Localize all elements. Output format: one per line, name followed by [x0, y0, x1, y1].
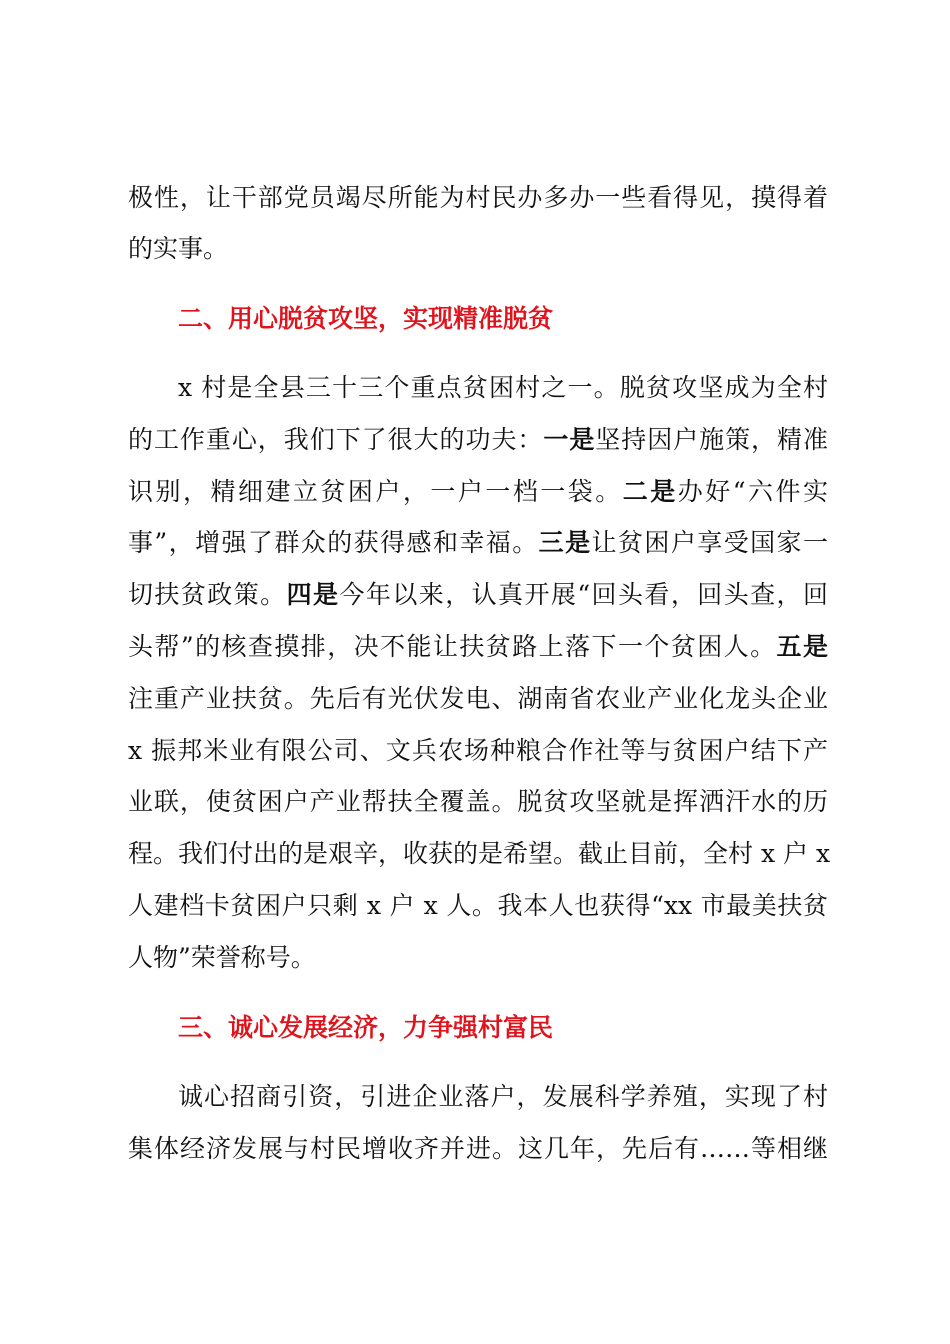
section-heading-3: 三、诚心发展经济，力争强村富民	[178, 1013, 554, 1042]
emphasis-text: 二是	[622, 477, 678, 506]
text-run: 头帮”的核查摸排，决不能让扶贫路上落下一个贫困人。	[128, 632, 777, 661]
paragraph-line	[128, 527, 828, 559]
paragraph-line: 极性，让干部党员竭尽所能为村民办多办一些看得见，摸得着	[128, 183, 828, 212]
paragraph-line: 程。我们付出的是艰辛，收获的是希望。截止目前，全村 x 户 x	[128, 839, 831, 868]
paragraph-line: x 村是全县三十三个重点贫困村之一。脱贫攻坚成为全村	[178, 373, 828, 402]
paragraph-line: 集体经济发展与村民增收齐并进。这几年，先后有……等相继	[128, 1134, 828, 1163]
paragraph-line	[128, 579, 828, 611]
text-run: 坚持因户施策，精准	[595, 425, 828, 454]
section-heading-2: 二、用心脱贫攻坚，实现精准脱贫	[178, 304, 554, 333]
paragraph-line	[128, 424, 828, 456]
emphasis-text: 三是	[538, 528, 592, 557]
paragraph-line: 业联，使贫困户产业帮扶全覆盖。脱贫攻坚就是挥洒汗水的历	[128, 787, 828, 816]
text-run: 办好“六件实	[677, 477, 828, 506]
text-run: 事”，增强了群众的获得感和幸福。	[128, 528, 539, 557]
text-run: 今年以来，认真开展“回头看，回头查，回	[339, 580, 828, 609]
paragraph-line: 人物”荣誉称号。	[128, 943, 316, 972]
emphasis-text: 五是	[776, 632, 828, 661]
paragraph-line: 人建档卡贫困户只剩 x 户 x 人。我本人也获得“xx 市最美扶贫	[128, 891, 828, 920]
text-run: 让贫困户享受国家一	[591, 528, 828, 557]
emphasis-text: 四是	[286, 580, 340, 609]
text-run: 的工作重心，我们下了很大的功夫：	[128, 425, 544, 454]
paragraph-line	[128, 631, 828, 663]
paragraph-line: 注重产业扶贫。先后有光伏发电、湖南省农业产业化龙头企业	[128, 684, 828, 713]
paragraph-line: 的实事。	[128, 234, 229, 263]
paragraph-line	[128, 476, 828, 508]
paragraph-line: x 振邦米业有限公司、文兵农场种粮合作社等与贫困户结下产	[128, 736, 828, 765]
text-run: 切扶贫政策。	[128, 580, 287, 609]
paragraph-line: 诚心招商引资，引进企业落户，发展科学养殖，实现了村	[178, 1082, 828, 1111]
emphasis-text: 一是	[543, 425, 596, 454]
text-run: 识别，精细建立贫困户，一户一档一袋。	[128, 477, 623, 506]
